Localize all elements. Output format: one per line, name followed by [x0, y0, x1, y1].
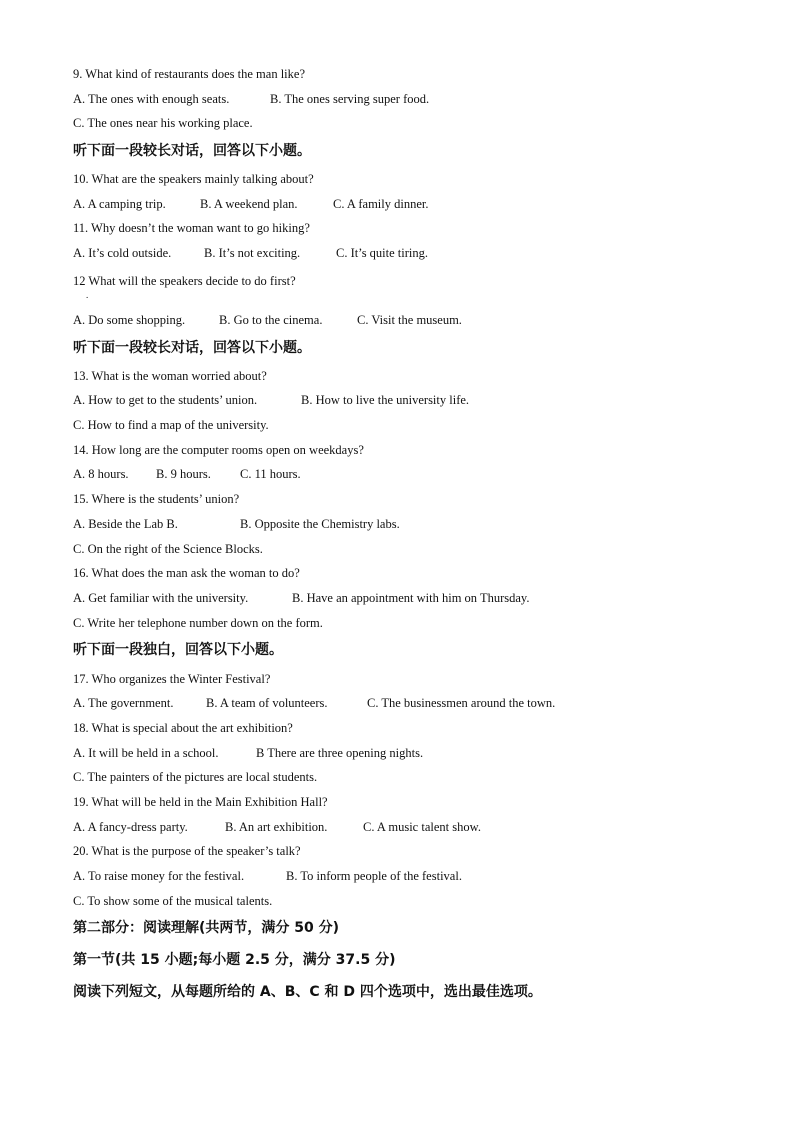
question-stem-11: 11. Why doesn’t the woman want to go hiking?	[73, 221, 310, 235]
option-15c: C. On the right of the Science Blocks.	[73, 542, 263, 556]
option-18c: C. The painters of the pictures are local students.	[73, 770, 318, 784]
option-16a: A. Get familiar with the university.	[73, 591, 249, 605]
section1-heading: 第一节(共 15 小题;每小题 2.5 分，满分 37.5 分)	[73, 952, 396, 968]
option-12a: A. Do some shopping.	[73, 313, 186, 327]
option-12b: B. Go to the cinema.	[219, 313, 323, 327]
option-9a: A. The ones with enough seats.	[73, 92, 230, 106]
question-stem-16: 16. What does the man ask the woman to do?	[73, 566, 300, 580]
option-10a: A. A camping trip.	[73, 197, 166, 211]
option-20c: C. To show some of the musical talents.	[73, 894, 273, 908]
option-20b: B. To inform people of the festival.	[286, 869, 462, 883]
option-12c: C. Visit the museum.	[357, 313, 462, 327]
option-19a: A. A fancy-dress party.	[73, 820, 188, 834]
option-17c: C. The businessmen around the town.	[367, 696, 556, 710]
option-14b: B. 9 hours.	[156, 467, 211, 481]
stray-dot-mark: .	[86, 290, 89, 300]
option-17a: A. The government.	[73, 696, 174, 710]
question-stem-18: 18. What is special about the art exhibition?	[73, 721, 293, 735]
part2-heading: 第二部分：阅读理解(共两节，满分 50 分)	[73, 920, 340, 936]
question-stem-12: 12 What will the speakers decide to do first?	[73, 274, 296, 288]
option-11a: A. It’s cold outside.	[73, 246, 172, 260]
option-13a: A. How to get to the students’ union.	[73, 393, 258, 407]
option-19c: C. A music talent show.	[363, 820, 481, 834]
option-16c: C. Write her telephone number down on the form.	[73, 616, 323, 630]
question-stem-15: 15. Where is the students’ union?	[73, 492, 240, 506]
option-11c: C. It’s quite tiring.	[336, 246, 429, 260]
option-11b: B. It’s not exciting.	[204, 246, 301, 260]
option-17b: B. A team of volunteers.	[206, 696, 328, 710]
option-18a: A. It will be held in a school.	[73, 746, 219, 760]
option-19b: B. An art exhibition.	[225, 820, 328, 834]
option-15b: B. Opposite the Chemistry labs.	[240, 517, 400, 531]
section-heading-long-dialog-1: 听下面一段较长对话，回答以下小题。	[73, 143, 311, 159]
option-15a: A. Beside the Lab B.	[73, 517, 178, 531]
section-heading-long-dialog-2: 听下面一段较长对话，回答以下小题。	[73, 340, 311, 356]
question-stem-20: 20. What is the purpose of the speaker’s talk?	[73, 844, 301, 858]
option-14a: A. 8 hours.	[73, 467, 129, 481]
option-13c: C. How to find a map of the university.	[73, 418, 269, 432]
option-9c: C. The ones near his working place.	[73, 116, 253, 130]
question-stem-9: 9. What kind of restaurants does the man like?	[73, 67, 305, 81]
question-stem-17: 17. Who organizes the Winter Festival?	[73, 672, 271, 686]
option-18b: B There are three opening nights.	[256, 746, 424, 760]
section-heading-monologue: 听下面一段独白，回答以下小题。	[73, 642, 283, 658]
option-10b: B. A weekend plan.	[200, 197, 298, 211]
option-20a: A. To raise money for the festival.	[73, 869, 245, 883]
question-stem-14: 14. How long are the computer rooms open on weekdays?	[73, 443, 364, 457]
option-13b: B. How to live the university life.	[301, 393, 470, 407]
question-stem-10: 10. What are the speakers mainly talking about?	[73, 172, 314, 186]
option-9b: B. The ones serving super food.	[270, 92, 430, 106]
option-16b: B. Have an appointment with him on Thursday.	[292, 591, 530, 605]
option-10c: C. A family dinner.	[333, 197, 429, 211]
reading-instruction: 阅读下列短文，从每题所给的 A、B、C 和 D 四个选项中，选出最佳选项。	[73, 984, 542, 1000]
option-14c: C. 11 hours.	[240, 467, 301, 481]
question-stem-19: 19. What will be held in the Main Exhibition Hall?	[73, 795, 328, 809]
question-stem-13: 13. What is the woman worried about?	[73, 369, 267, 383]
